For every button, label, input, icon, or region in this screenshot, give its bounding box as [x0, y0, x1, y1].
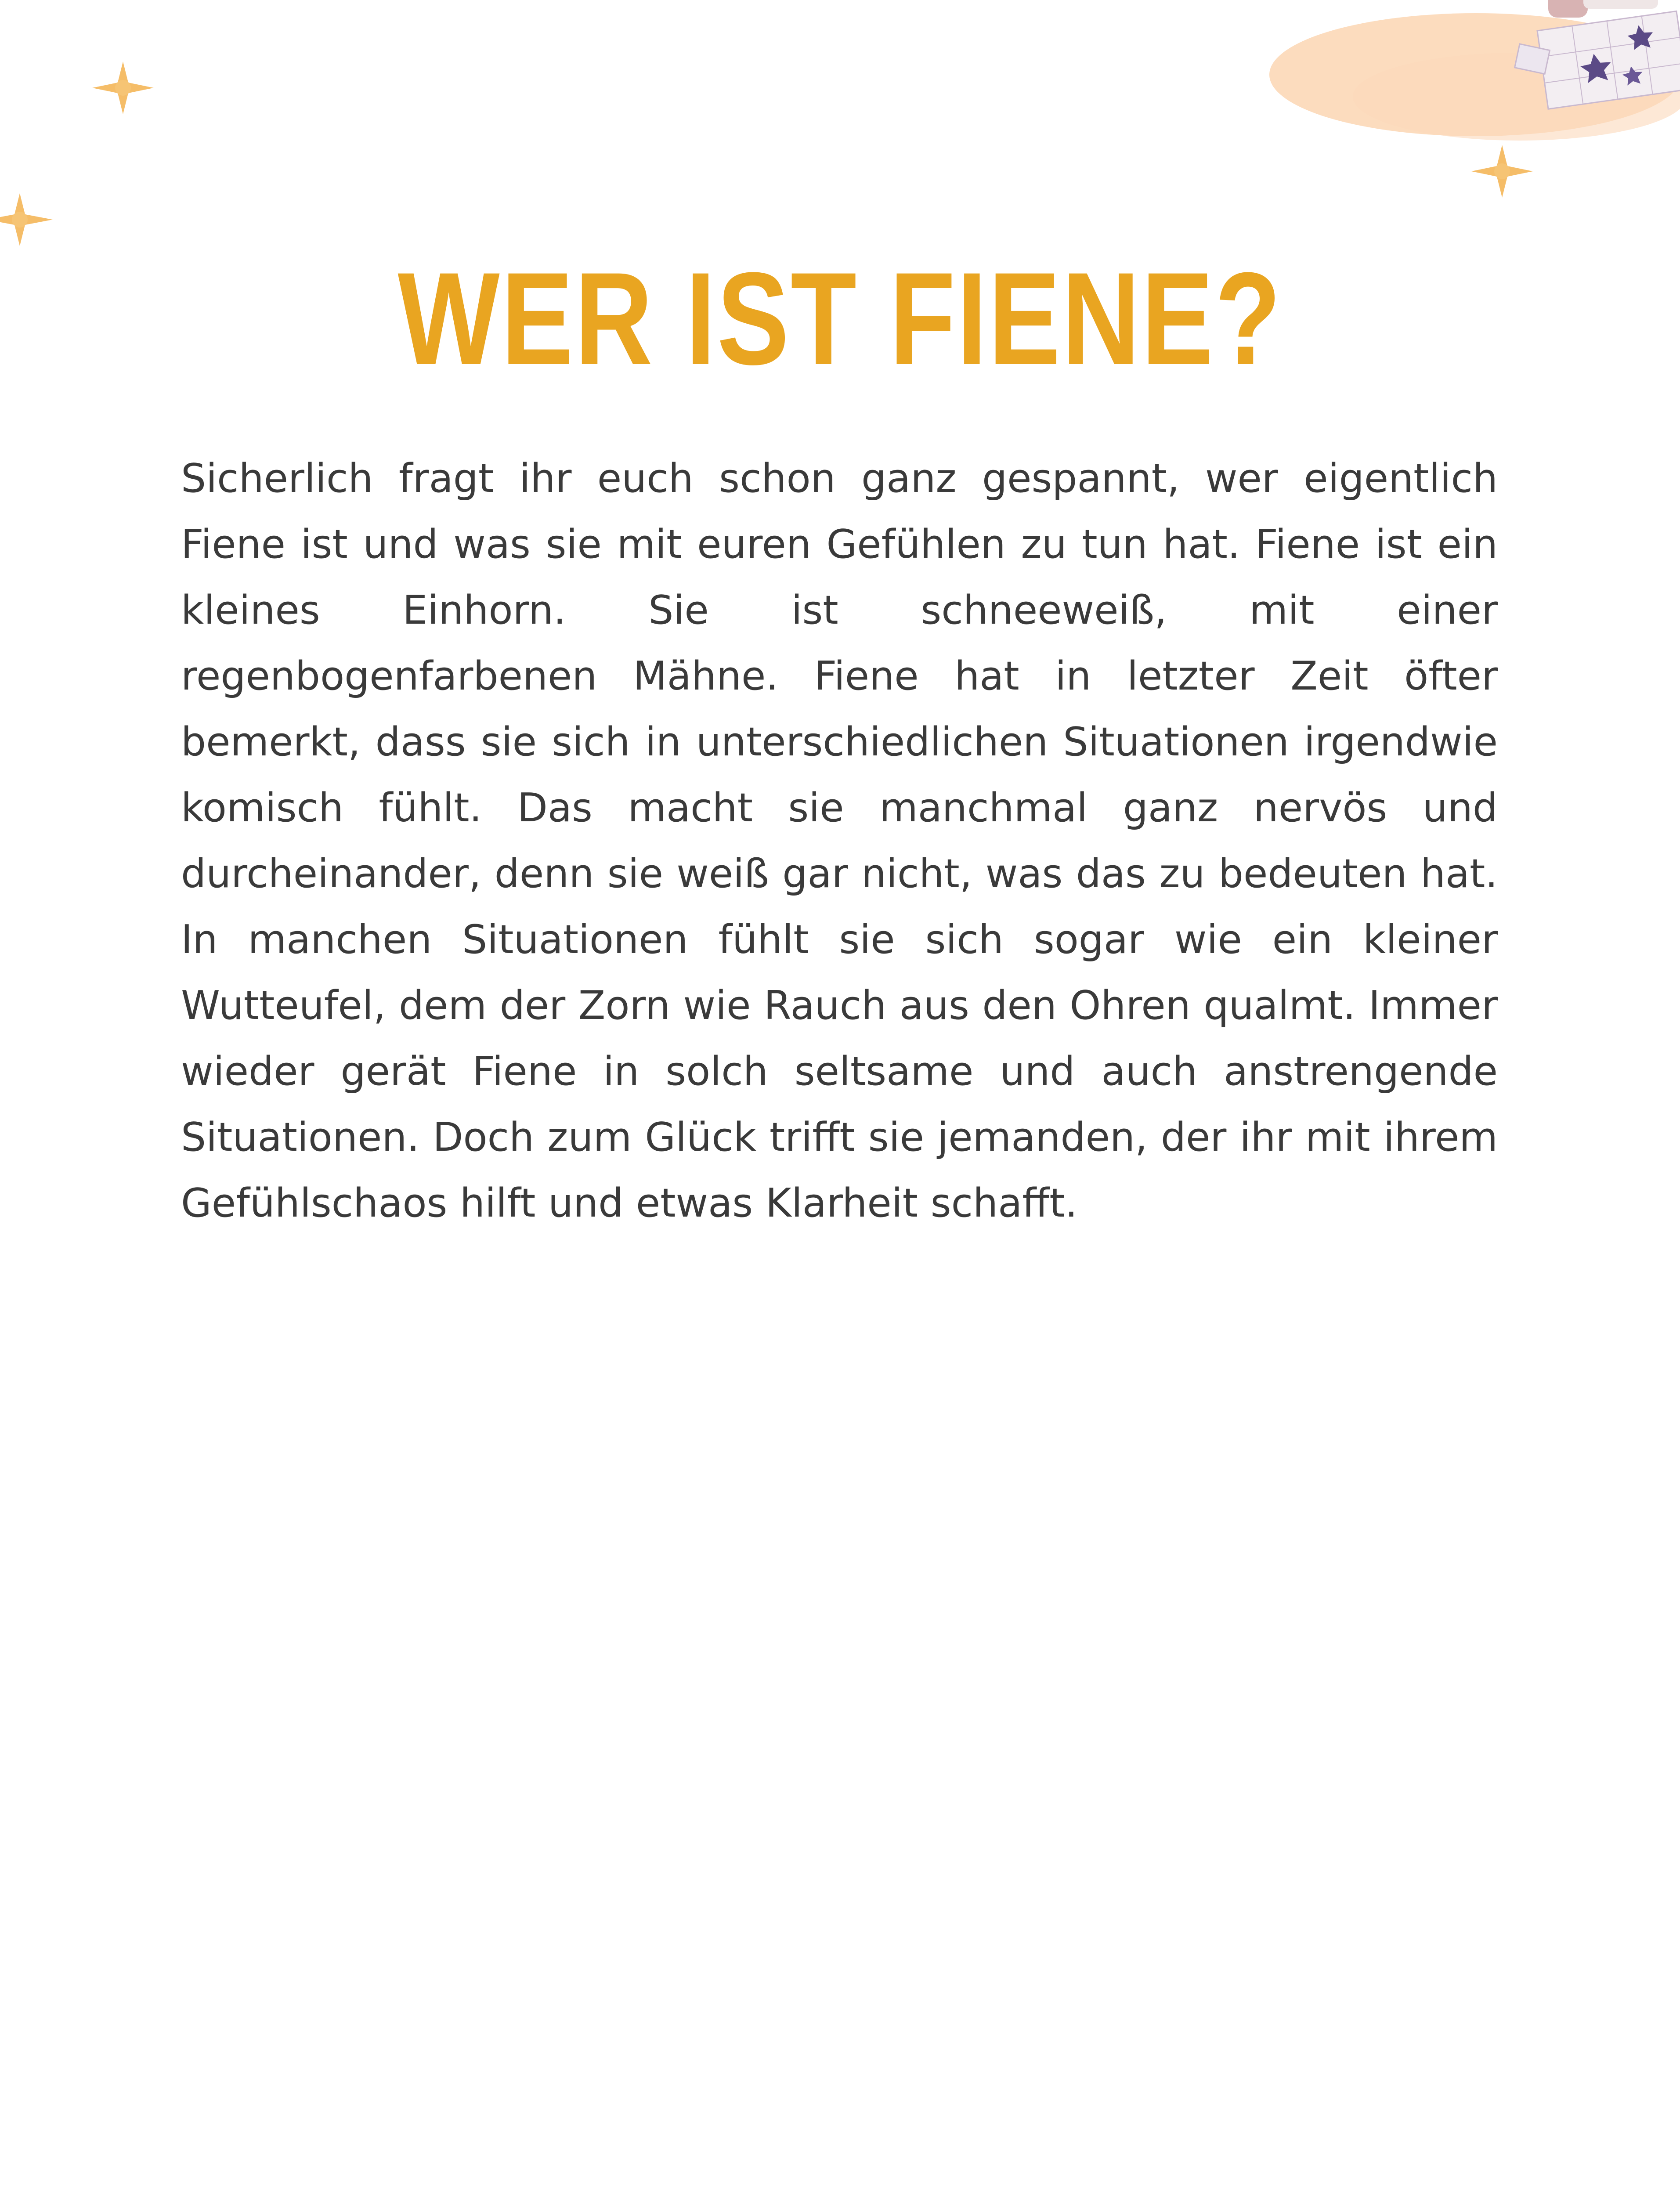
- sparkle-icon: [1467, 141, 1537, 202]
- page-title: WER IST FIENE?: [397, 245, 1283, 392]
- sparkle-icon: [0, 189, 57, 250]
- body-paragraph: [181, 446, 1498, 1236]
- body-text: Sicherlich fragt ihr euch schon ganz gespannt, wer eigentlich Fiene ist und was sie mit euren Gefühlen zu tun hat. Fiene ist ein kleines Einhorn. Sie ist schneeweiß, mit einer regenbogenfarbenen Mähne. Fiene hat in letzter Zeit öfter bemerkt, dass sie sich in unterschiedlichen Situationen irgendwie komisch fühlt. Das macht sie manchmal ganz nervös und durcheinander, denn sie weiß gar nicht, was das zu bedeuten hat. In manchen Situationen fühlt sie sich sogar wie ein kleiner Wutteufel, dem der Zorn wie Rauch aus den Ohren qualmt. Immer wieder gerät Fiene in solch seltsame und auch anstrengende Situationen. Doch zum Glück trifft sie jemanden, der ihr mit ihrem Gefühlschaos hilft und etwas Klarheit schafft.: [181, 455, 1498, 1226]
- sparkle-icon: [88, 57, 158, 119]
